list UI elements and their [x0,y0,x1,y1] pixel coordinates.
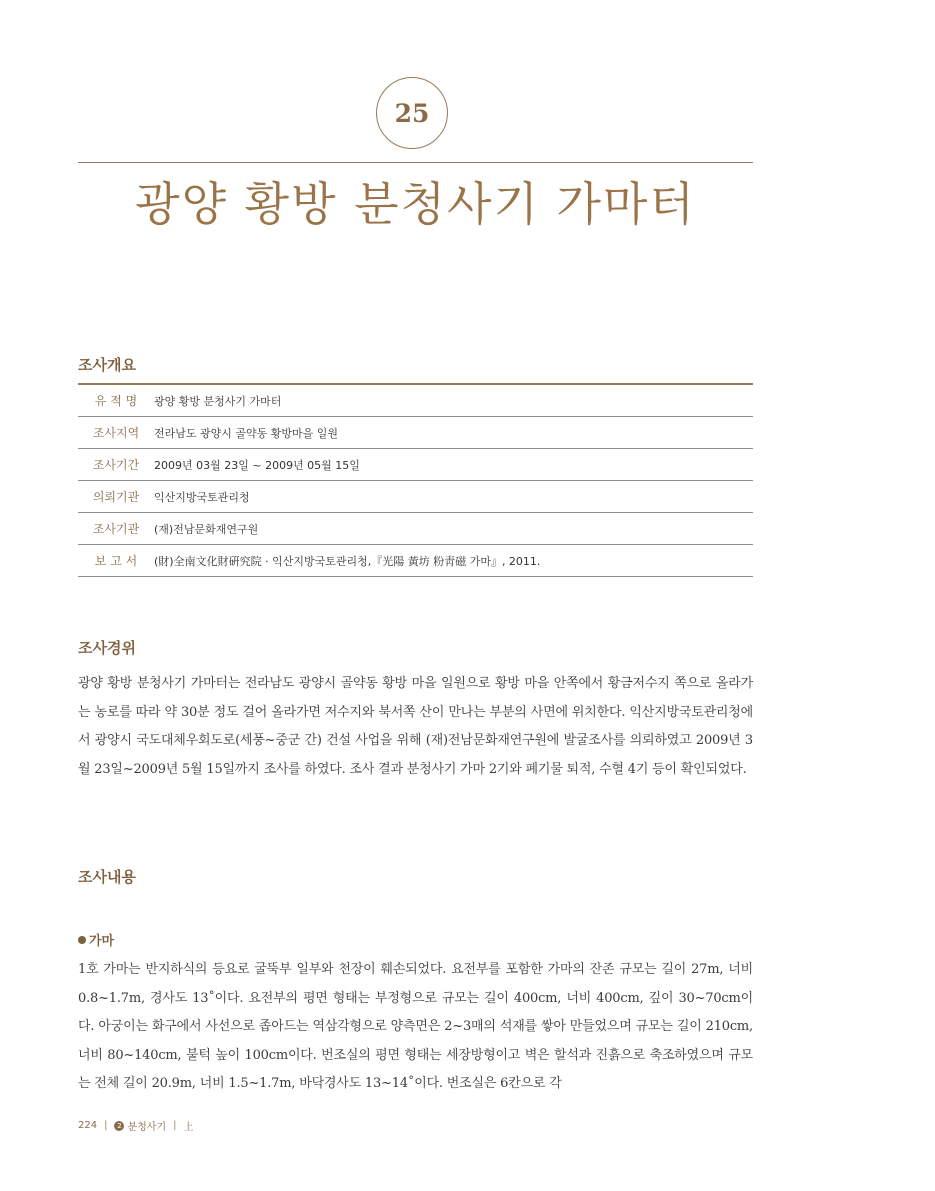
contents-heading: 조사내용 [78,868,136,886]
row-label: 조사기간 [78,449,154,481]
table-row [78,481,753,513]
row-label: 조사기관 [78,513,154,545]
table-row [78,513,753,545]
footer-volume: 上 [183,1122,194,1133]
row-value: 2009년 03월 23일 ~ 2009년 05월 15일 [154,449,753,481]
row-value: (財)全南文化財硏究院 · 익산지방국토관리청,『光陽 黃坊 粉靑磁 가마』, 2011. [154,545,753,577]
contents-paragraph: 1호 가마는 반지하식의 등요로 굴뚝부 일부와 천장이 훼손되었다. 요전부를 포함한 가마의 잔존 규모는 길이 27m, 너비 0.8~1.7m, 경사도 13˚이다. 요전부의 평면 형태는 부정형으로 규모는 길이 400cm, 너비 400cm, 깊이 30~70cm이다. 아궁이는 화구에서 사선으로 좁아드는 역삼각형으로 양측면은 2~3매의 석재를 쌓아 만들었으며 규모는 길이 210cm, 너비 80~140cm, 불턱 높이 100cm이다. 번조실의 평면 형태는 세장방형이고 벽은 할석과 진흙으로 축조하였으며 규모는 전체 길이 20.9m, 너비 1.5~1.7m, 바닥경사도 13~14˚이다. 번조실은 6칸으로 각 [78,962,753,1091]
row-value: 익산지방국토관리청 [154,481,753,513]
table-row [78,449,753,481]
bullet-icon [78,936,86,944]
table-row [78,384,753,417]
row-label: 의뢰기관 [78,481,154,513]
title-divider [78,162,753,163]
row-label: 보 고 서 [78,545,154,577]
kiln-subheading-label: 가마 [89,934,115,949]
footer-divider: | [173,1120,177,1131]
footer-divider: | [104,1120,108,1131]
row-label: 조사지역 [78,417,154,449]
table-row [78,545,753,577]
row-value: 광양 황방 분청사기 가마터 [154,384,753,417]
overview-heading: 조사개요 [78,356,136,374]
footer-section: 분청사기 [127,1122,167,1133]
volume-badge-icon: 2 [114,1121,124,1131]
page-title: 광양 황방 분청사기 가마터 [135,177,696,231]
row-label: 유 적 명 [78,384,154,417]
page-number: 224 [78,1120,98,1131]
background-heading: 조사경위 [78,639,136,657]
table-row [78,417,753,449]
chapter-number-badge: 25 [376,77,448,149]
page-footer [78,1118,193,1133]
overview-table [78,383,753,577]
kiln-subheading [78,930,114,949]
background-paragraph: 광양 황방 분청사기 가마터는 전라남도 광양시 골약동 황방 마을 일원으로 황방 마을 안쪽에서 황금저수지 쪽으로 올라가는 농로를 따라 약 30분 정도 걸어 올라가면 저수지와 북서쪽 산이 만나는 부분의 사면에 위치한다. 익산지방국토관리청에서 광양시 국도대체우회도로(세풍~중군 간) 건설 사업을 위해 (재)전남문화재연구원에 발굴조사를 의뢰하였고 2009년 3월 23일~2009년 5월 15일까지 조사를 하였다. 조사 결과 분청사기 가마 2기와 폐기물 퇴적, 수혈 4기 등이 확인되었다. [78,676,753,777]
row-value: 전라남도 광양시 골약동 황방마을 일원 [154,417,753,449]
row-value: (재)전남문화재연구원 [154,513,753,545]
